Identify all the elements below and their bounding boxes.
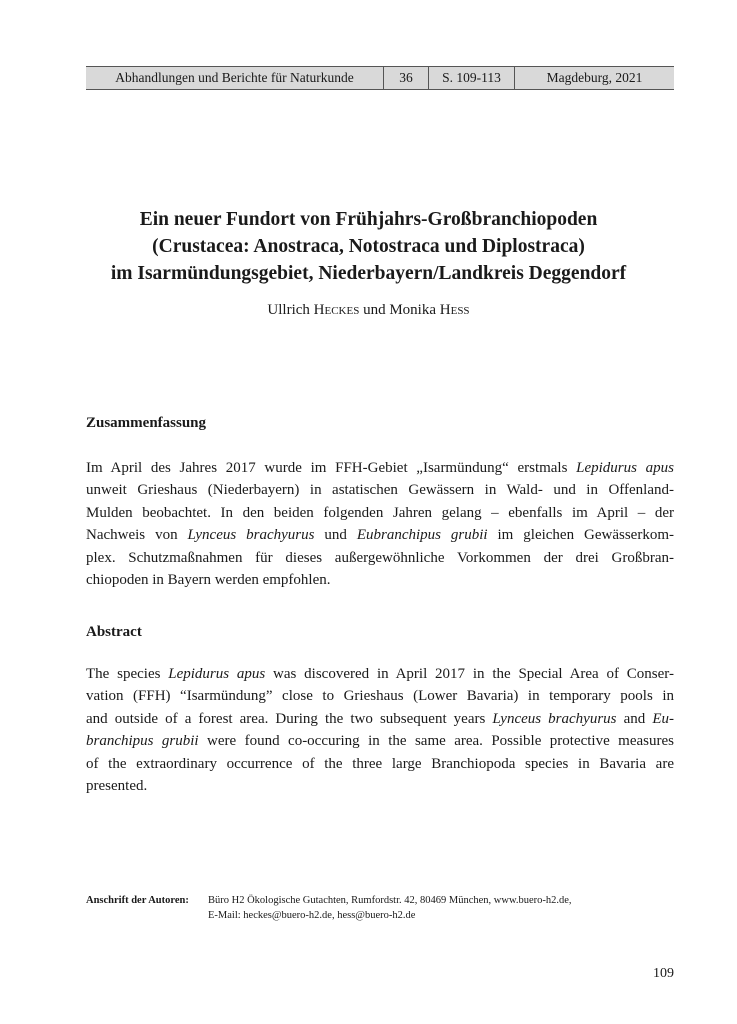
journal-place-year: Magdeburg, 2021 [546, 70, 643, 85]
address-label: Anschrift der Autoren: [86, 895, 189, 906]
author-last-name: Hess [439, 302, 470, 318]
text-line: Mulden beobachtet. In den beiden folgenden Jahren gelang – ebenfalls im April – der [86, 504, 674, 521]
text-line: and outside of a forest area. During the two subsequent years Lynceus brachyurus and Eu- [86, 710, 674, 727]
section-heading-abstract: Abstract [86, 624, 142, 640]
author-last-name: Heckes [313, 302, 360, 318]
author-conjunction: und [363, 302, 386, 318]
zusammenfassung-text [86, 457, 674, 591]
text-line: unweit Grieshaus (Niederbayern) in astatischen Gewässern in Wald- und in Offenland- [86, 482, 674, 499]
text-line: Im April des Jahres 2017 wurde im FFH-Gebiet „Isarmündung“ erstmals Lepidurus apus [86, 460, 674, 476]
text-line: branchipus grubii were found co-occuring in the same area. Possible protective measures [86, 733, 674, 750]
title-line: im Isarmündungsgebiet, Niederbayern/Landkreis Deggendorf [110, 263, 627, 284]
journal-name: Abhandlungen und Berichte für Naturkunde [86, 67, 384, 89]
address-email: E-Mail: heckes@buero-h2.de, hess@buero-h2.de [208, 910, 416, 921]
text-line: Nachweis von Lynceus brachyurus und Eubranchipus grubii im gleichen Gewässerkom- [86, 527, 674, 544]
page-number: 109 [653, 966, 674, 981]
journal-volume: 36 [384, 67, 429, 89]
text-line: presented. [86, 778, 148, 795]
author-first-name: Ullrich [267, 302, 310, 318]
authors [40, 302, 697, 319]
text-line: vation (FFH) “Isarmündung” close to Grieshaus (Lower Bavaria) in temporary pools in [86, 688, 674, 705]
text-line: chiopoden in Bayern werden empfohlen. [86, 572, 331, 589]
text-line: plex. Schutzmaßnahmen für dieses außergewöhnliche Vorkommen der drei Großbran- [86, 549, 674, 566]
author-first-name: Monika [389, 302, 437, 318]
author-address [86, 893, 686, 923]
section-heading-zusammenfassung: Zusammenfassung [86, 415, 207, 431]
journal-header [86, 66, 674, 90]
title-line: Ein neuer Fundort von Frühjahrs-Großbranchiopoden [139, 209, 598, 230]
text-line: of the extraordinary occurrence of the three large Branchiopoda species in Bavaria are [86, 755, 674, 772]
title-line: (Crustacea: Anostraca, Notostraca und Diplostraca) [152, 236, 585, 257]
paper-title [40, 206, 697, 287]
journal-pages: S. 109-113 [429, 67, 515, 89]
text-line: The species Lepidurus apus was discovered in April 2017 in the Special Area of Conser- [86, 666, 674, 682]
address-line: Büro H2 Ökologische Gutachten, Rumfordstr. 42, 80469 München, www.buero-h2.de, [208, 895, 572, 906]
abstract-text [86, 663, 674, 797]
